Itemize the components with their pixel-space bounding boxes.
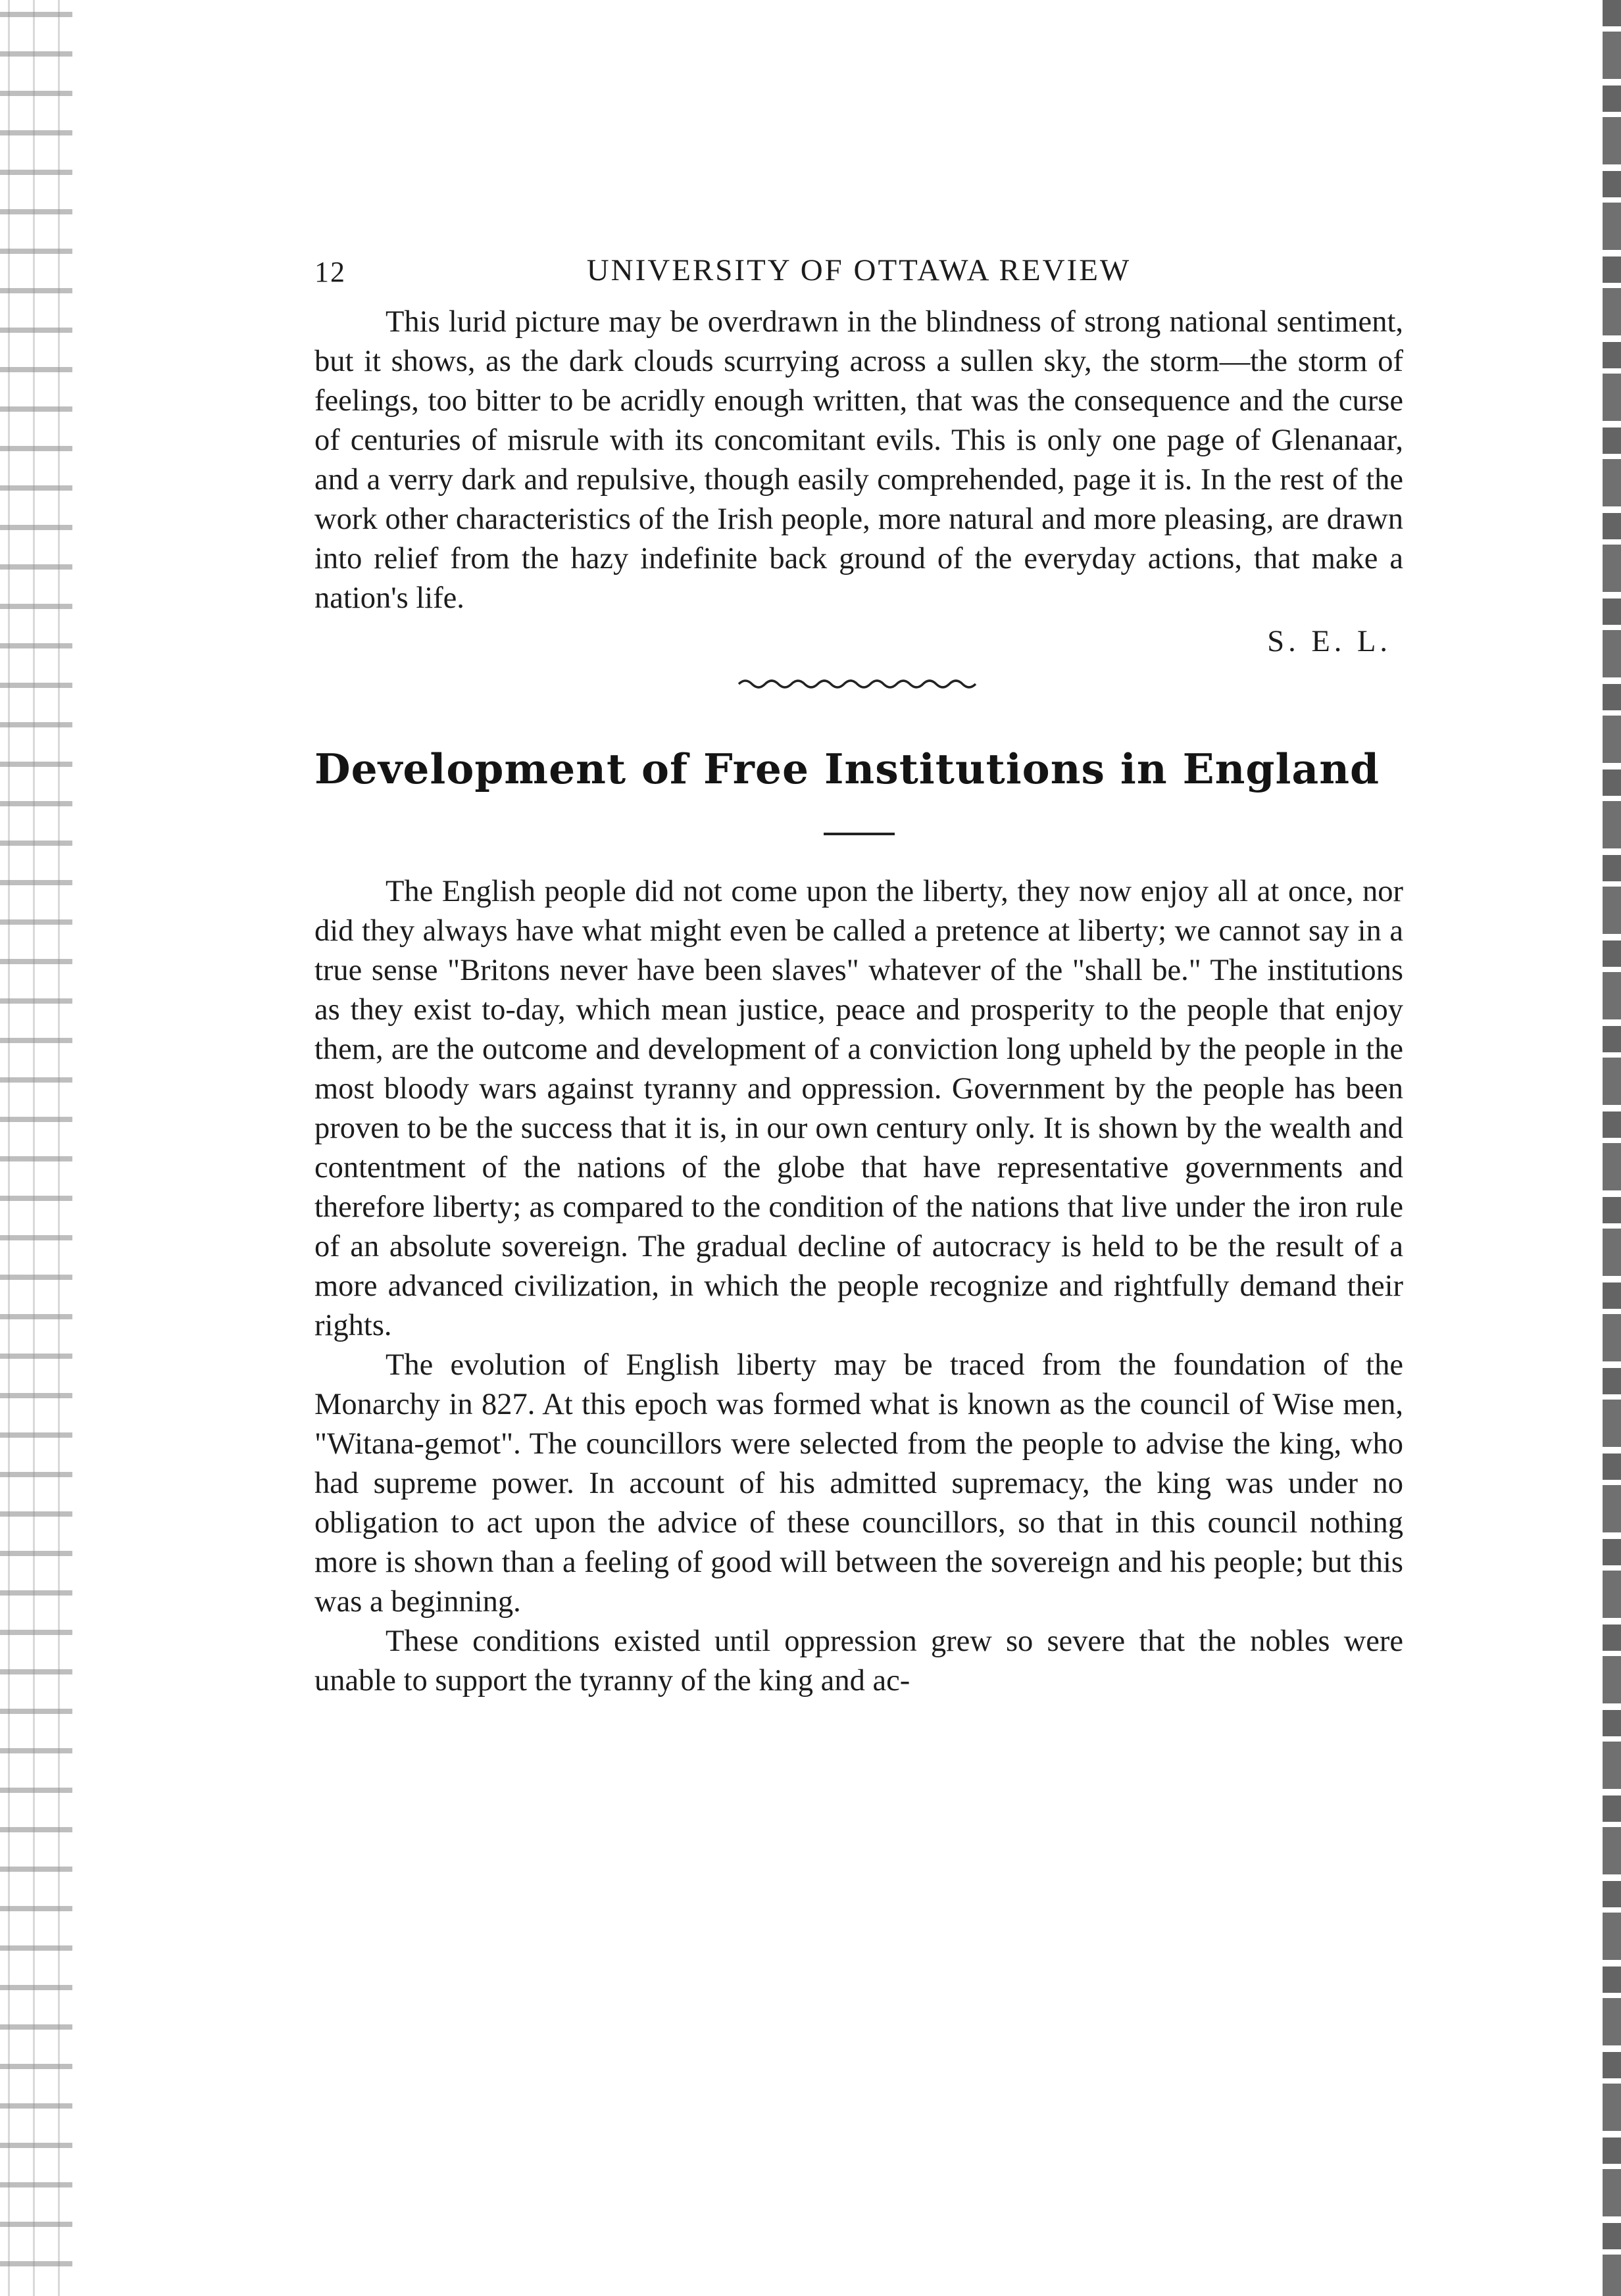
article-paragraph-1: The English people did not come upon the liberty, they now enjoy all at once, nor did they always have what might even be called a pretence at liberty; we cannot say in a true sense "Britons never have been slaves" whatever of the "shall be." The institutions as they exist to-day, which mean justice, peace and prosperity to the people that enjoy them, are the outcome and development of a conviction long upheld by the people in the most bloody wars against tyranny and oppression. Government by the people has been proven to be the success that it is, in our own century only. It is shown by the wealth and contentment of the nations of the globe that have representative governments and therefore liberty; as compared to the condition of the nations that live under the iron rule of an absolute sovereign. The gradual decline of autocracy is held to be the result of a more advanced civilization, in which the people recognize and rightfully demand their rights. [314,875,1403,1342]
journal-title: UNIVERSITY OF OTTAWA REVIEW [586,253,1132,287]
page-number: 12 [314,256,346,288]
scan-edge-left [0,0,72,2296]
scan-edge-right [1603,0,1621,2296]
wavy-divider [737,676,981,692]
author-signature: S. E. L. [1267,625,1391,658]
title-rule [824,833,895,835]
article-paragraph-2: The evolution of English liberty may be traced from the foundation of the Monarchy in 827. At this epoch was formed what is known as the council of Wise men, "Witana-gemot". The councillors were selected from the people to advise the king, who had supreme power. In account of his admitted supremacy, the king was under no obligation to act upon the advice of these councillors, so that in this council nothing more is shown than a feeling of good will between the sovereign and his people; but this was a beginning. [314,1348,1403,1619]
article-title: Development of Free Institutions in England [314,745,1380,793]
previous-article-paragraph: This lurid picture may be overdrawn in the blindness of strong national sentiment, but it shows, as the dark clouds scurrying across a sullen sky, the storm—the storm of feelings, too bitter to be acridly enough written, that was the consequence and the curse of centuries of misrule with its concomitant evils. This is only one page of Glenanaar, and a verry dark and repulsive, though easily comprehended, page it is. In the rest of the work other characteristics of the Irish people, more natural and more pleasing, are drawn into relief from the hazy indefinite back ground of the everyday actions, that make a nation's life. [314,305,1403,615]
page [314,243,1403,1701]
running-head [314,243,1403,303]
article-paragraph-3: These conditions existed until oppression grew so severe that the nobles were unable to support the tyranny of the king and ac- [314,1624,1403,1698]
